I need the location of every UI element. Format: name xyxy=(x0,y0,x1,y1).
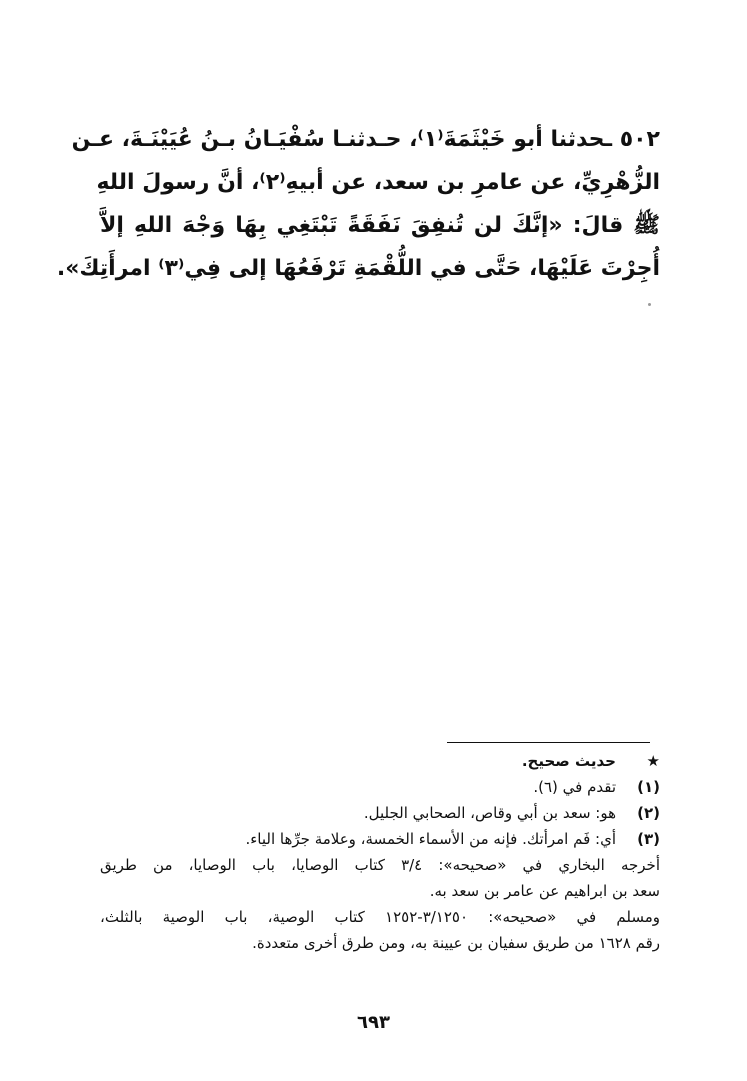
grading-text: حديث صحيح. xyxy=(521,752,616,770)
footnote-3-cont-1: أخرجه البخاري في «صحيحه»: ٣/٤ كتاب الوصايا، باب الوصايا، من طريق xyxy=(100,856,660,874)
footnote-marker-1: (١) xyxy=(637,778,660,796)
footnote-3-cont-3: ومسلم في «صحيحه»: ٣/١٢٥٠-١٢٥٢ كتاب الوصية، باب الوصية بالثلث، xyxy=(100,908,660,926)
hadith-line-2: الزُّهْرِيِّ، عن عامرِ بن سعد، عن أبيهِ⁽٢⁾، أنَّ رسولَ اللهِ xyxy=(96,170,660,195)
footnote-2 xyxy=(100,800,660,826)
footnote-marker-2: (٢) xyxy=(637,804,660,822)
footnote-marker-3: (٣) xyxy=(637,830,660,848)
footnote-text-3: أي: فَم امرأتك. فإنه من الأسماء الخمسة، وعلامة جرِّها الياء. xyxy=(245,830,616,848)
footnote-text-2: هو: سعد بن أبي وقاص، الصحابي الجليل. xyxy=(363,804,616,822)
hadith-text xyxy=(56,118,660,290)
footnote-1 xyxy=(100,774,660,800)
hadith-line-1: ٥٠٢ ـحدثنا أبو خَيْثَمَةَ⁽١⁾، حـدثنـا سُفْيَـانُ بـنُ عُيَيْنَـةَ، عـن xyxy=(71,127,660,152)
footnote-3 xyxy=(100,826,660,852)
star-marker: ★ xyxy=(646,752,660,770)
page-number: ٦٩٣ xyxy=(357,1012,390,1033)
hadith-line-4: أُجِرْتَ عَلَيْهَا، حَتَّى في اللُّقْمَةِ تَرْفَعُهَا إلى فِي⁽٣⁾ امرأَتِكَ». xyxy=(56,256,660,281)
footnote-text-1: تقدم في (٦). xyxy=(533,778,616,796)
hadith-line-3: ﷺ قالَ: «إنَّكَ لن تُنفِقَ نَفَقَةً تَبْتَغِي بِهَا وَجْهَ اللهِ إلاَّ xyxy=(100,213,660,238)
footnote-separator xyxy=(447,742,650,743)
footnotes-block xyxy=(100,748,660,956)
footnote-grading xyxy=(100,748,660,774)
footnote-3-cont-4: رقم ١٦٢٨ من طريق سفيان بن عيينة به، ومن طرق أخرى متعددة. xyxy=(252,934,660,952)
footnote-3-cont-2: سعد بن ابراهيم عن عامر بن سعد به. xyxy=(429,882,660,900)
scan-speck xyxy=(648,303,651,306)
